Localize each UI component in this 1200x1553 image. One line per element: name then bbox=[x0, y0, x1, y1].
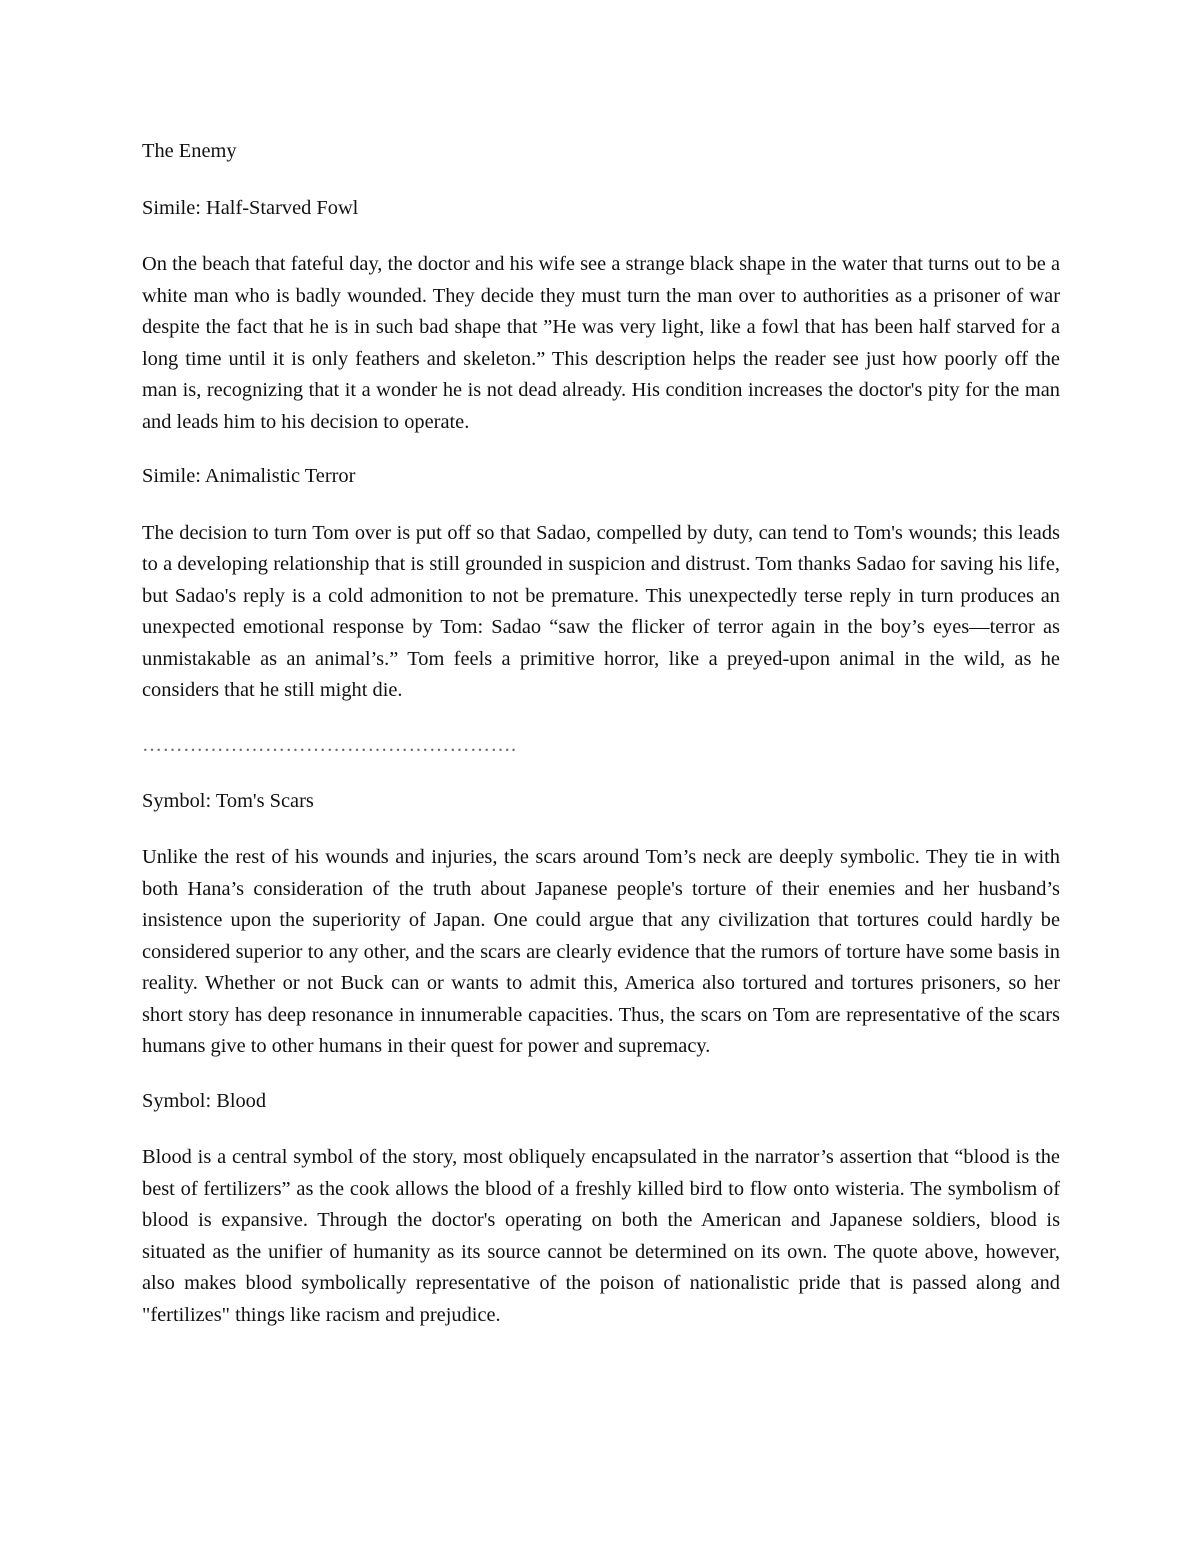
section-body-blood: Blood is a central symbol of the story, most obliquely encapsulated in the narrator’s assertion that “blood is the best of fertilizers” as the cook allows the blood of a freshly killed bird to flow onto wisteria. The symbolism of blood is expansive. Through the doctor's operating on both the American and Japanese soldiers, blood is situated as the unifier of humanity as its source cannot be determined on its own. The quote above, however, also makes blood symbolically representative of the poison of nationalistic pride that is passed along and "fertilizes" things like racism and prejudice. bbox=[142, 1146, 1060, 1326]
section-heading-blood: Symbol: Blood bbox=[142, 1089, 267, 1112]
document-title: The Enemy bbox=[142, 140, 237, 162]
dotted-separator: ………………………………………………. bbox=[142, 733, 517, 756]
section-body-toms-scars: Unlike the rest of his wounds and injuries, the scars around Tom’s neck are deeply symbolic. They tie in with both Hana’s consideration of the truth about Japanese people's torture of their enemies and her husband’s insistence upon the superiority of Japan. One could argue that any civilization that tortures could hardly be considered superior to any other, and the scars are clearly evidence that the rumors of torture have some basis in reality. Whether or not Buck can or wants to admit this, America also tortured and tortures prisoners, so her short story has deep resonance in innumerable capacities. Thus, the scars on Tom are representative of the scars humans give to other humans in their quest for power and supremacy. bbox=[142, 846, 1060, 1057]
document-page bbox=[142, 136, 1060, 1354]
section-body-animalistic-terror: The decision to turn Tom over is put off so that Sadao, compelled by duty, can tend to Tom's wounds; this leads to a developing relationship that is still grounded in suspicion and distrust. Tom thanks Sadao for saving his life, but Sadao's reply is a cold admonition to not be premature. This unexpectedly terse reply in turn produces an unexpected emotional response by Tom: Sadao “saw the flicker of terror again in the boy’s eyes—terror as unmistakable as an animal’s.” Tom feels a primitive horror, like a preyed-upon animal in the wild, as he considers that he still might die. bbox=[142, 521, 1060, 701]
section-body-half-starved-fowl: On the beach that fateful day, the doctor and his wife see a strange black shape in the water that turns out to be a white man who is badly wounded. They decide they must turn the man over to authorities as a prisoner of war despite the fact that he is in such bad shape that ”He was very light, like a fowl that has been half starved for a long time until it is only feathers and skeleton.” This description helps the reader see just how poorly off the man is, recognizing that it a wonder he is not dead already. His condition increases the doctor's pity for the man and leads him to his decision to operate. bbox=[142, 253, 1060, 433]
section-heading-half-starved-fowl: Simile: Half-Starved Fowl bbox=[142, 196, 359, 219]
section-heading-toms-scars: Symbol: Tom's Scars bbox=[142, 789, 314, 812]
section-heading-animalistic-terror: Simile: Animalistic Terror bbox=[142, 465, 356, 487]
